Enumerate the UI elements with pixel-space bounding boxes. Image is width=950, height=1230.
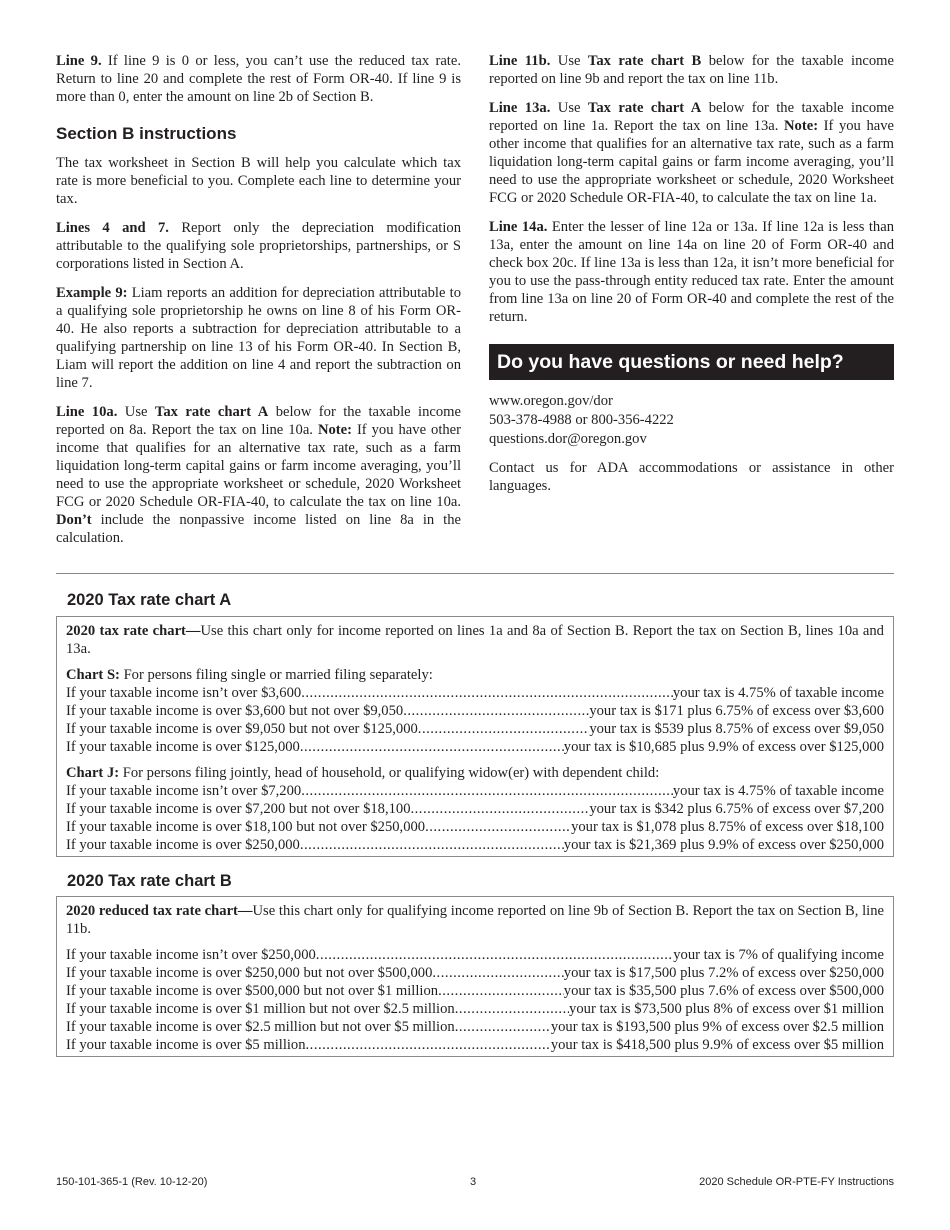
- chart-a-intro: 2020 tax rate chart—Use this chart only for income reported on lines 1a and 8a of Section B. Report the tax on Section B, lines 10a and 13a.: [66, 623, 884, 657]
- income-condition: If your taxable income is over $5 million: [66, 1037, 306, 1053]
- tax-result: your tax is $539 plus 8.75% of excess over $9,050: [589, 721, 884, 737]
- line10a-paragraph: Line 10a. Use Tax rate chart A below for the taxable income reported on 8a. Report the tax on line 10a. Note: If you have other income that qualifies for an alternative tax rate, such as a farm liquidation long-term capital gains or farm income averaging, you’ll need to use the appropriate worksheet or schedule, 2020 Worksheet FCG or 2020 Schedule OR-FIA-40, to calculate the tax on line 10a. Don’t include the nonpassive income listed on line 8a in the calculation.: [56, 404, 462, 546]
- rate-row: [66, 738, 884, 756]
- dot-leader: [411, 800, 590, 818]
- tax-result: your tax is $193,500 plus 9% of excess over $2.5 million: [550, 1019, 884, 1035]
- income-condition: If your taxable income is over $7,200 but not over $18,100: [66, 801, 411, 817]
- chart-j-heading: Chart J: For persons filing jointly, head of household, or qualifying widow(er) with dependent child:: [66, 765, 660, 781]
- chart-b-rows: [66, 946, 884, 1054]
- rate-row: [66, 782, 884, 800]
- dot-leader: [455, 1018, 551, 1036]
- income-condition: If your taxable income is over $1 million but not over $2.5 million: [66, 1001, 455, 1017]
- line11b-paragraph: Line 11b. Use Tax rate chart B below for the taxable income reported on line 9b and report the tax on line 11b.: [489, 53, 894, 87]
- tax-result: your tax is $418,500 plus 9.9% of excess over $5 million: [550, 1037, 884, 1053]
- tax-result: your tax is 4.75% of taxable income: [672, 685, 884, 701]
- line9-paragraph: Line 9. If line 9 is 0 or less, you can’t use the reduced tax rate. Return to line 20 and complete the rest of Form OR-40. If line 9 is more than 0, enter the amount on line 2b of Section B.: [56, 53, 461, 105]
- page-number: 3: [470, 1176, 477, 1188]
- tax-result: your tax is $35,500 plus 7.6% of excess over $500,000: [563, 983, 884, 999]
- phone-numbers: 503-378-4988 or 800-356-4222: [489, 412, 674, 428]
- dot-leader: [418, 720, 590, 738]
- ada-note: Contact us for ADA accommodations or assistance in other languages.: [489, 460, 894, 494]
- dot-leader: [301, 782, 673, 800]
- rate-row: [66, 702, 884, 720]
- rate-row: [66, 982, 884, 1000]
- income-condition: If your taxable income is over $18,100 but not over $250,000: [66, 819, 426, 835]
- income-condition: If your taxable income is over $250,000 but not over $500,000: [66, 965, 433, 981]
- chart-b-intro: 2020 reduced tax rate chart—Use this chart only for qualifying income reported on line 9b of Section B. Report the tax on Section B, line 11b.: [66, 903, 884, 937]
- dot-leader: [316, 946, 673, 964]
- dot-leader: [300, 836, 564, 854]
- income-condition: If your taxable income isn’t over $7,200: [66, 783, 302, 799]
- chart-s-heading: Chart S: For persons filing single or married filing separately:: [66, 667, 433, 683]
- line14a-paragraph: Line 14a. Enter the lesser of line 12a or 13a. If line 12a is less than 13a, enter the amount on line 14a on line 20 of Form OR-40 and check box 20c. If line 13a is less than 12a, it isn’t more beneficial for you to use the pass-through entity reduced tax rate. Enter the amount from line 13a on line 20 of Form OR-40 and complete the rest of the return.: [489, 219, 894, 325]
- tax-result: your tax is $1,078 plus 8.75% of excess over $18,100: [571, 819, 884, 835]
- email-link[interactable]: questions.dor@oregon.gov: [489, 431, 647, 447]
- tax-result: your tax is $17,500 plus 7.2% of excess over $250,000: [563, 965, 884, 981]
- rate-row: [66, 1036, 884, 1054]
- income-condition: If your taxable income is over $125,000: [66, 739, 300, 755]
- section-b-intro: The tax worksheet in Section B will help you calculate which tax rate is more beneficial to you. Complete each line to determine your tax.: [56, 155, 461, 207]
- website-link[interactable]: www.oregon.gov/dor: [489, 393, 613, 409]
- dot-leader: [300, 738, 564, 756]
- rate-row: [66, 684, 884, 702]
- help-heading: Do you have questions or need help?: [489, 344, 894, 380]
- chart-a-title: 2020 Tax rate chart A: [67, 591, 232, 609]
- chart-j-rows: [66, 782, 884, 854]
- income-condition: If your taxable income isn’t over $3,600: [66, 685, 302, 701]
- doc-title: 2020 Schedule OR-PTE-FY Instructions: [699, 1176, 894, 1188]
- dot-leader: [438, 982, 564, 1000]
- left-column: [56, 52, 461, 558]
- dot-leader: [301, 684, 673, 702]
- income-condition: If your taxable income is over $500,000 but not over $1 million: [66, 983, 439, 999]
- tax-result: your tax is $21,369 plus 9.9% of excess over $250,000: [563, 837, 884, 853]
- income-condition: If your taxable income is over $9,050 but not over $125,000: [66, 721, 418, 737]
- income-condition: If your taxable income is over $250,000: [66, 837, 300, 853]
- tax-result: your tax is $342 plus 6.75% of excess over $7,200: [589, 801, 884, 817]
- income-condition: If your taxable income is over $2.5 million but not over $5 million: [66, 1019, 455, 1035]
- lines-4-7-paragraph: Lines 4 and 7. Report only the depreciation modification attributable to the qualifying sole proprietorships, partnerships, or S corporations listed in Section A.: [56, 220, 461, 272]
- dot-leader: [306, 1036, 551, 1054]
- contact-info: [489, 392, 894, 449]
- dot-leader: [455, 1000, 569, 1018]
- rate-row: [66, 720, 884, 738]
- tax-result: your tax is $10,685 plus 9.9% of excess over $125,000: [563, 739, 884, 755]
- rate-row: [66, 800, 884, 818]
- chart-a-box: [56, 616, 894, 857]
- chart-s-rows: [66, 684, 884, 756]
- section-b-heading: Section B instructions: [56, 124, 237, 143]
- rate-row: [66, 1018, 884, 1036]
- rate-row: [66, 836, 884, 854]
- dot-leader: [425, 818, 571, 836]
- chart-b-box: [56, 896, 894, 1057]
- dot-leader: [403, 702, 589, 720]
- dot-leader: [432, 964, 563, 982]
- rate-row: [66, 1000, 884, 1018]
- rate-row: [66, 964, 884, 982]
- section-divider: [56, 573, 894, 574]
- rate-row: [66, 818, 884, 836]
- example9-paragraph: Example 9: Liam reports an addition for depreciation attributable to a qualifying sole proprietorship he owns on line 8 of his Form OR-40. He also reports a subtraction for depreciation attributable to a qualifying partnership on line 13 of his Form OR-40. In Section B, Liam will report the addition on line 4 and report the subtraction on line 7.: [56, 285, 461, 391]
- income-condition: If your taxable income isn’t over $250,000: [66, 947, 316, 963]
- chart-b-title: 2020 Tax rate chart B: [67, 872, 232, 890]
- tax-result: your tax is 4.75% of taxable income: [672, 783, 884, 799]
- tax-result: your tax is 7% of qualifying income: [673, 947, 884, 963]
- rate-row: [66, 946, 884, 964]
- line13a-paragraph: Line 13a. Use Tax rate chart A below for the taxable income reported on line 1a. Report the tax on line 13a. Note: If you have other income that qualifies for an alternative tax rate, such as a farm liquidation long-term capital gains or farm income averaging, you’ll need to use the appropriate worksheet or schedule, 2020 Worksheet FCG or 2020 Schedule OR-FIA-40, to calculate the tax on line 1a.: [489, 100, 895, 206]
- tax-result: your tax is $171 plus 6.75% of excess over $3,600: [589, 703, 884, 719]
- tax-result: your tax is $73,500 plus 8% of excess over $1 million: [569, 1001, 884, 1017]
- form-number: 150-101-365-1 (Rev. 10-12-20): [56, 1176, 208, 1188]
- income-condition: If your taxable income is over $3,600 but not over $9,050: [66, 703, 404, 719]
- right-column: [489, 52, 894, 506]
